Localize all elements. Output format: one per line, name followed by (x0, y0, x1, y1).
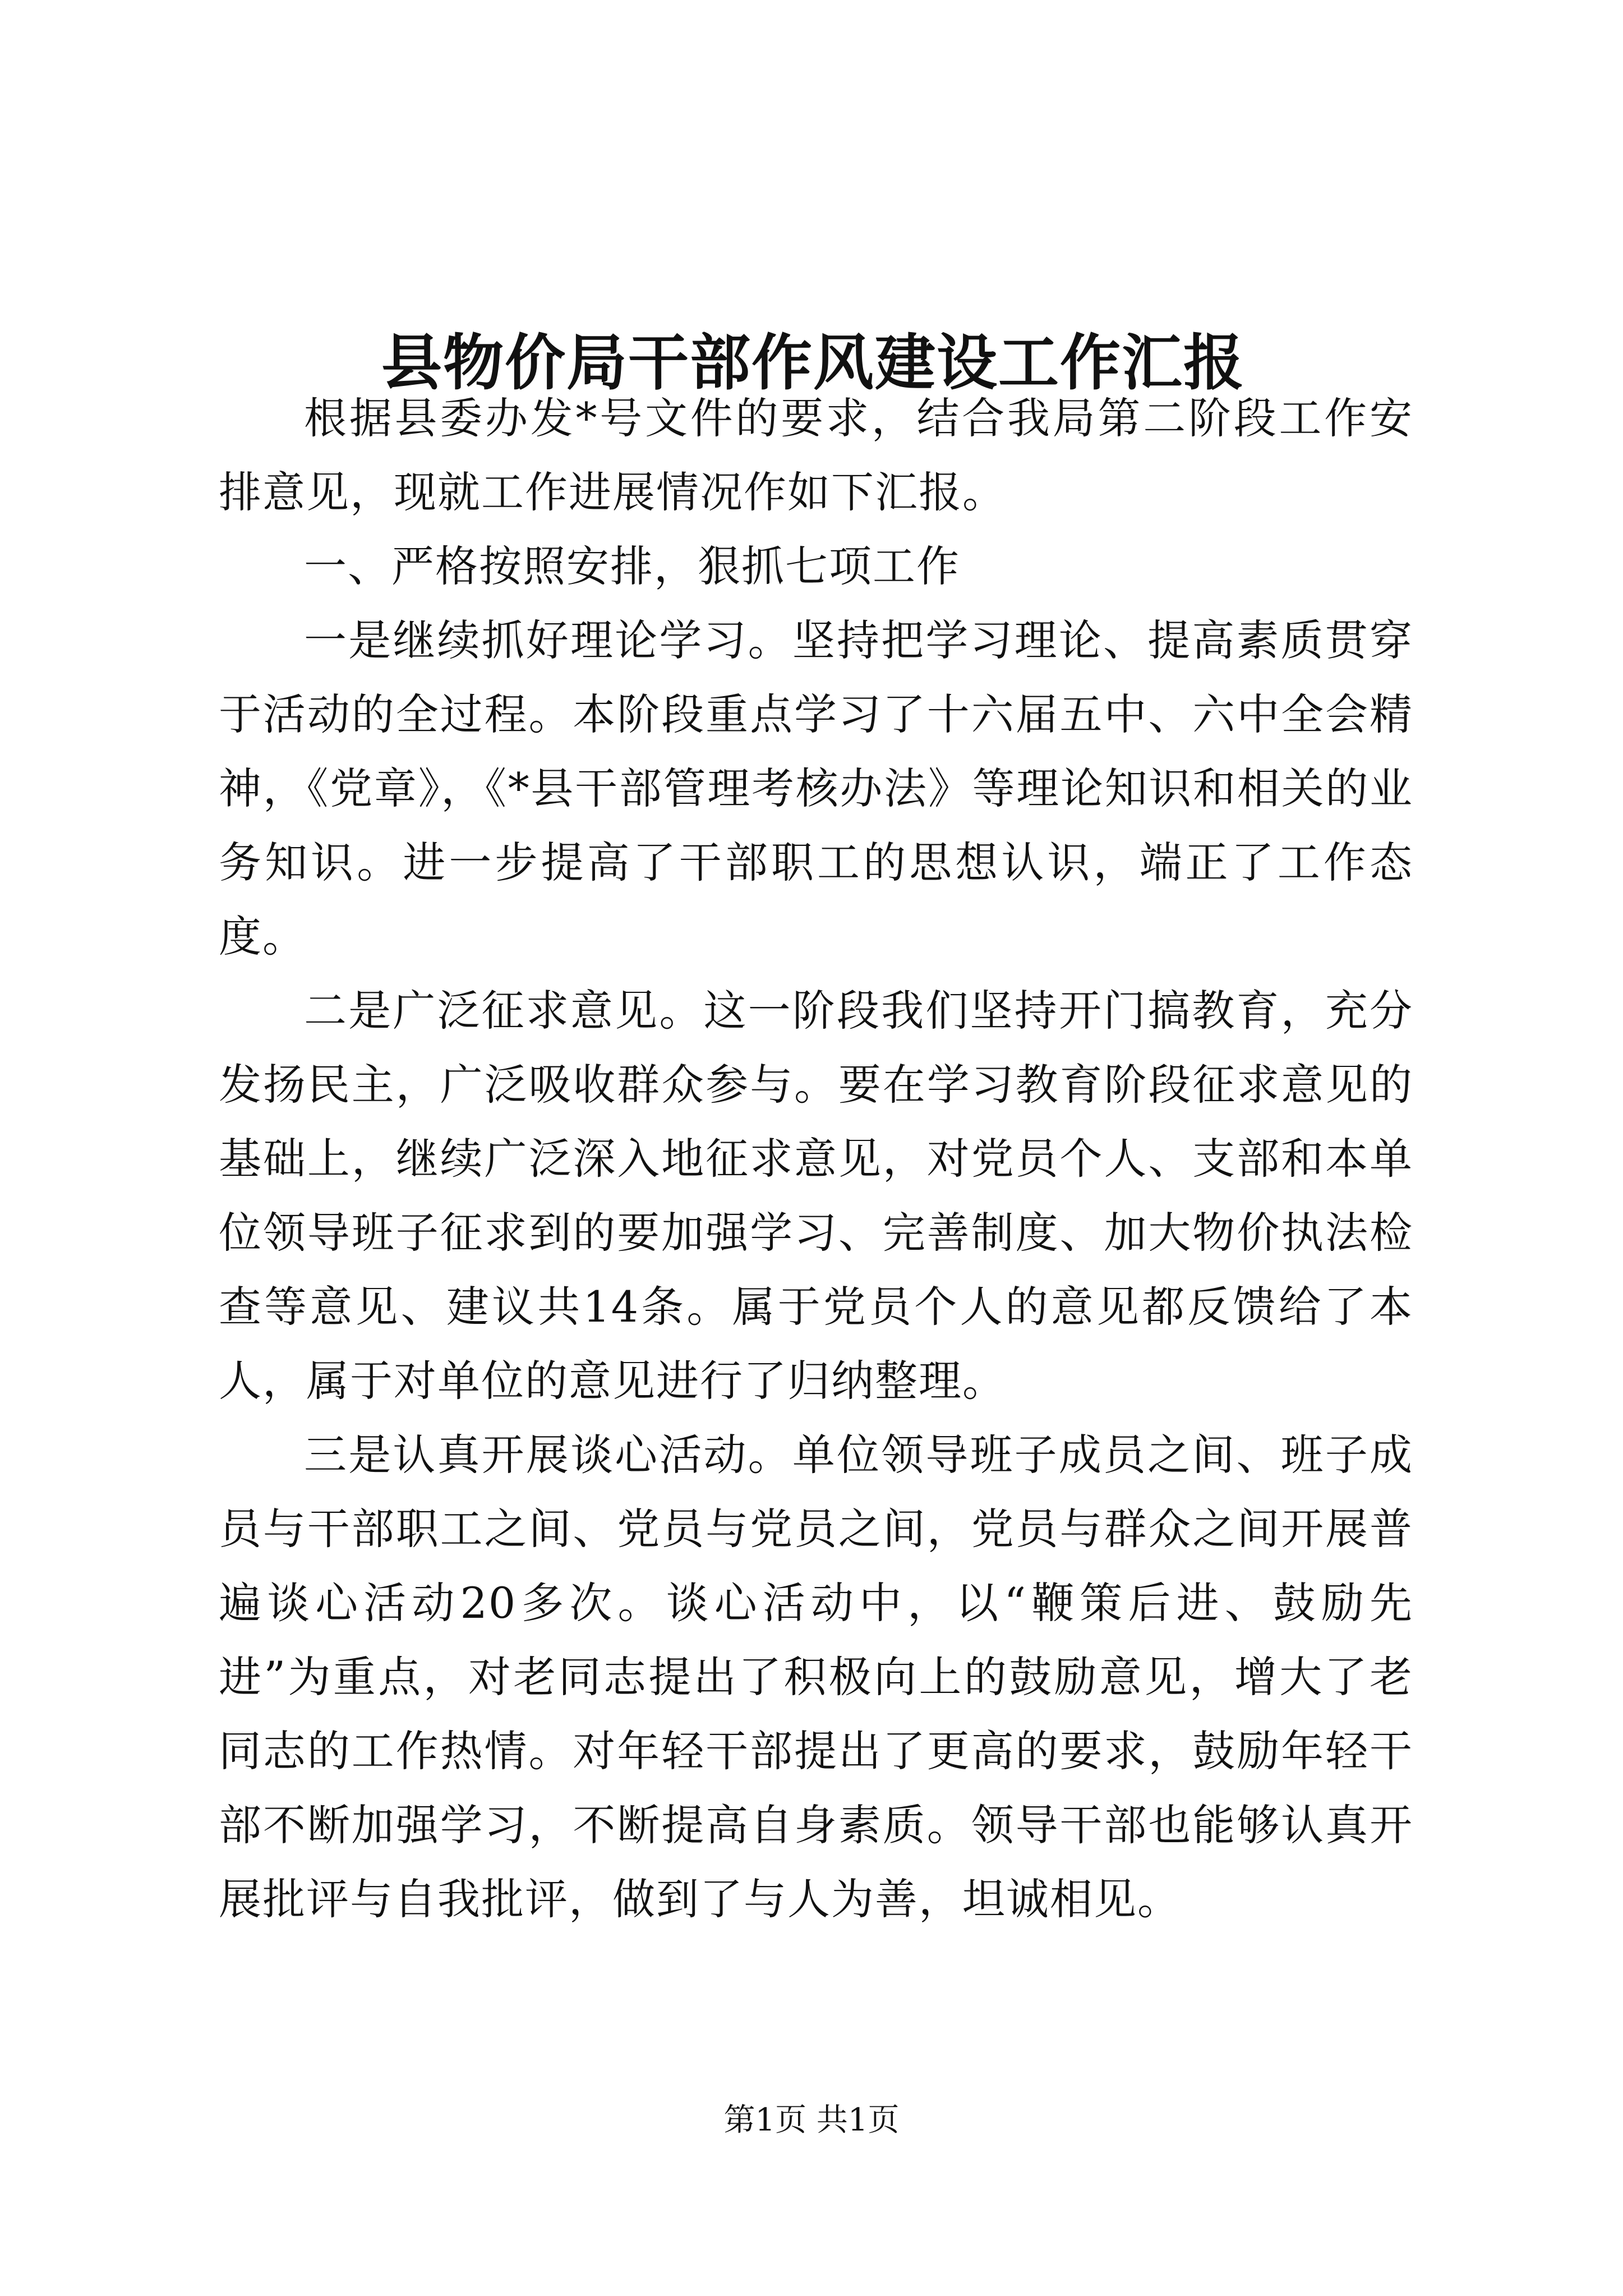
paragraph-theory-study: 一是继续抓好理论学习。坚持把学习理论、提高素质贯穿于活动的全过程。本阶段重点学习了十六届五中、六中全会精神，《党章》，《*县干部管理考核办法》等理论知识和相关的业务知识。进一步提高了干部职工的思想认识，端正了工作态度。 (219, 615, 1413, 961)
page-footer: 第1页 共1页 (723, 2102, 900, 2138)
paragraph-heart-talks: 三是认真开展谈心活动。单位领导班子成员之间、班子成员与干部职工之间、党员与党员之间，党员与群众之间开展普遍谈心活动20多次。谈心活动中，以“鞭策后进、鼓励先进”为重点，对老同志提出了积极向上的鼓励意见，增大了老同志的工作热情。对年轻干部提出了更高的要求，鼓励年轻干部不断加强学习，不断提高自身素质。领导干部也能够认真开展批评与自我批评，做到了与人为善，坦诚相见。 (219, 1430, 1413, 1924)
paragraph-opinions: 二是广泛征求意见。这一阶段我们坚持开门搞教育，充分发扬民主，广泛吸收群众参与。要在学习教育阶段征求意见的基础上，继续广泛深入地征求意见，对党员个人、支部和本单位领导班子征求到的要加强学习、完善制度、加大物价执法检查等意见、建议共14条。属于党员个人的意见都反馈给了本人，属于对单位的意见进行了归纳整理。 (219, 986, 1413, 1406)
document-title: 县物价局干部作风建设工作汇报 (381, 328, 1245, 399)
document-body (219, 381, 1413, 1936)
section-heading: 一、严格按照安排，狠抓七项工作 (304, 541, 960, 591)
paragraph-intro: 根据县委办发*号文件的要求，结合我局第二阶段工作安排意见，现就工作进展情况作如下汇报。 (219, 393, 1413, 517)
